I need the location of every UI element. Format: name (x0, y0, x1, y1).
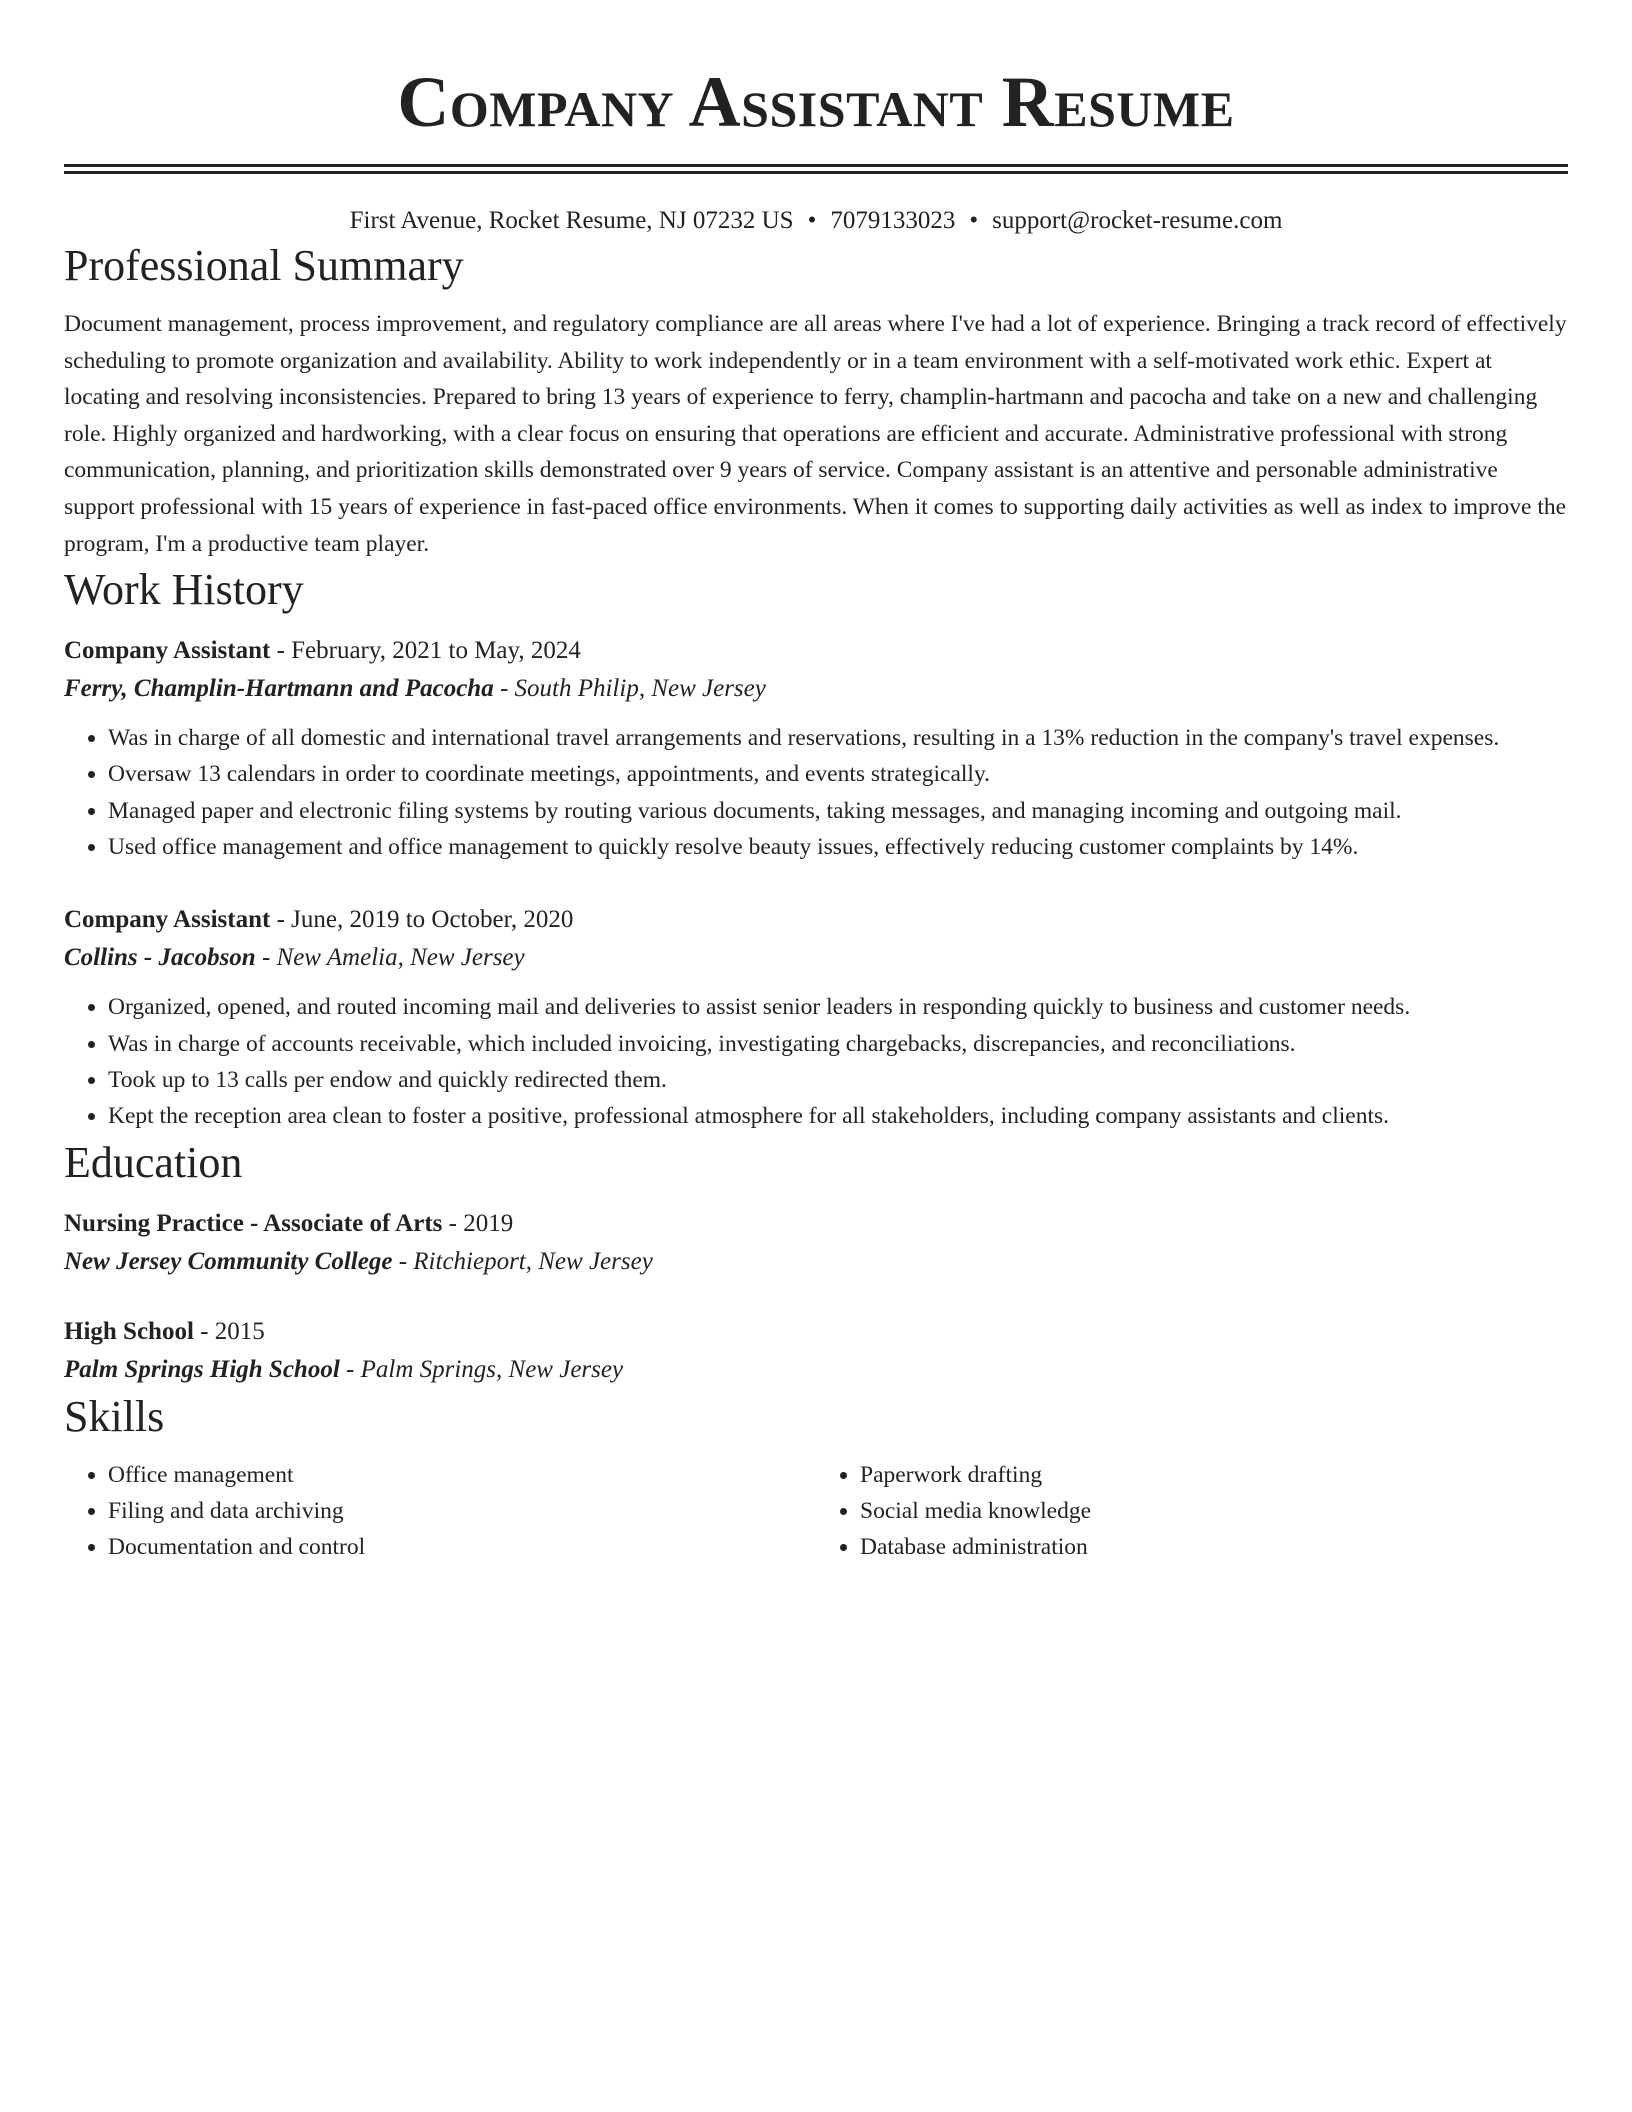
education-school: Palm Springs High School (64, 1355, 340, 1383)
contact-phone: 7079133023 (830, 207, 956, 234)
job-title-line (64, 632, 1568, 670)
contact-address: First Avenue, Rocket Resume, NJ 07232 US (349, 207, 794, 234)
education-entry (64, 1313, 1568, 1389)
education-location: - Ritchieport, New Jersey (392, 1247, 653, 1275)
education-school-line (64, 1351, 1568, 1389)
title-double-rule (64, 164, 1568, 174)
education-year: - 2019 (442, 1209, 514, 1237)
job-title: Company Assistant (64, 906, 271, 934)
education-degree-line (64, 1313, 1568, 1351)
skill-item: • Social media knowledge (860, 1493, 1568, 1529)
job-title-line (64, 901, 1568, 939)
contact-separator: • (807, 207, 817, 234)
education-entry (64, 1205, 1568, 1281)
education-year: - 2015 (193, 1317, 265, 1345)
job-bullet: • Organized, opened, and routed incoming mail and deliveries to assist senior leaders in responding quickly to business and customer needs. (108, 989, 1568, 1025)
skill-item: • Filing and data archiving (108, 1493, 816, 1529)
contact-line (64, 204, 1568, 238)
job-entry (64, 632, 1568, 865)
job-bullet: • Used office management and office management to quickly resolve beauty issues, effectively reducing customer complaints by 14%. (108, 829, 1568, 865)
job-entry (64, 901, 1568, 1134)
skill-item: • Documentation and control (108, 1529, 816, 1565)
job-location: - South Philip, New Jersey (493, 675, 766, 703)
job-company-line (64, 670, 1568, 708)
skills-list-left (64, 1457, 816, 1566)
job-company: Ferry, Champlin-Hartmann and Pacocha (64, 675, 494, 703)
education-degree-line (64, 1205, 1568, 1243)
job-bullet: • Kept the reception area clean to foster a positive, professional atmosphere for all stakeholders, including company assistants and clients. (108, 1098, 1568, 1134)
education-school: New Jersey Community College (64, 1247, 393, 1275)
job-company-line (64, 939, 1568, 977)
job-location: - New Amelia, New Jersey (255, 944, 525, 972)
contact-separator: • (969, 207, 979, 234)
education-school-line (64, 1243, 1568, 1281)
job-bullet-list (64, 989, 1568, 1134)
education-degree: High School (64, 1317, 194, 1345)
job-title: Company Assistant (64, 637, 271, 665)
job-bullet: • Took up to 13 calls per endow and quickly redirected them. (108, 1062, 1568, 1098)
skill-item: • Paperwork drafting (860, 1457, 1568, 1493)
summary-heading: Professional Summary (64, 241, 464, 290)
job-bullet: • Was in charge of all domestic and international travel arrangements and reservations, resulting in a 13% reduction in the company's travel expenses. (108, 720, 1568, 756)
job-dates: - February, 2021 to May, 2024 (270, 637, 581, 665)
job-company: Collins - Jacobson (64, 944, 256, 972)
job-bullet: • Was in charge of accounts receivable, which included invoicing, investigating chargebacks, discrepancies, and reconciliations. (108, 1026, 1568, 1062)
education-location: - Palm Springs, New Jersey (339, 1355, 624, 1383)
skills-heading: Skills (64, 1391, 165, 1441)
resume-title: Company Assistant Resume (397, 62, 1235, 142)
job-bullet: • Oversaw 13 calendars in order to coordinate meetings, appointments, and events strategically. (108, 756, 1568, 792)
skills-columns (64, 1457, 1568, 1566)
job-bullet: • Managed paper and electronic filing systems by routing various documents, taking messages, and managing incoming and outgoing mail. (108, 793, 1568, 829)
job-bullet-list (64, 720, 1568, 865)
contact-email: support@rocket-resume.com (992, 207, 1283, 234)
job-dates: - June, 2019 to October, 2020 (270, 906, 574, 934)
work-history-heading: Work History (64, 565, 304, 615)
education-degree: Nursing Practice - Associate of Arts (64, 1209, 443, 1237)
education-heading: Education (64, 1137, 243, 1187)
summary-text: Document management, process improvement, and regulatory compliance are all areas where I've had a lot of experience. Bringing a track record of effectively scheduling to promote organization and availability. Ability to work independently or in a team environment with a self-motivated work ethic. Expert at locating and resolving inconsistencies. Prepared to bring 13 years of experience to ferry, champlin-hartmann and pacocha and take on a new and challenging role. Highly organized and hardworking, with a clear focus on ensuring that operations are efficient and accurate. Administrative professional with strong communication, planning, and prioritization skills demonstrated over 9 years of service. Company assistant is an attentive and personable administrative support professional with 15 years of experience in fast-paced office environments. When it comes to supporting daily activities as well as index to improve the program, I'm a productive team player. (64, 311, 1567, 557)
skill-item: • Database administration (860, 1529, 1568, 1565)
skills-list-right (816, 1457, 1568, 1566)
skill-item: • Office management (108, 1457, 816, 1493)
